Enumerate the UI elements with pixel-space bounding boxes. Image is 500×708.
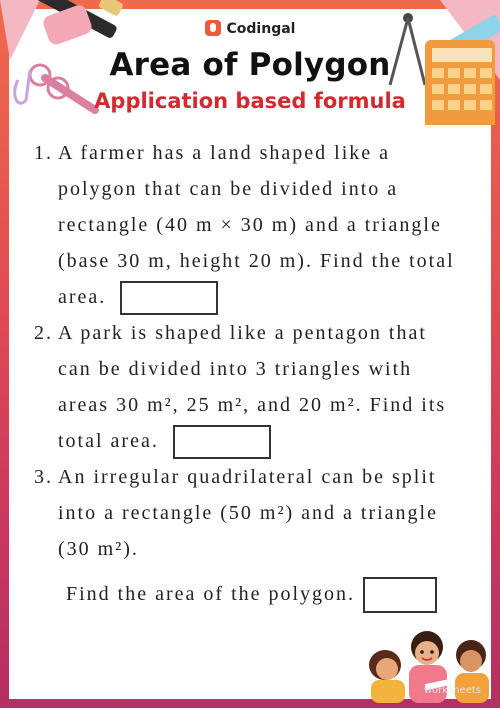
codingal-logo-icon xyxy=(205,20,221,36)
question-1 xyxy=(34,135,494,315)
question-number: 2. xyxy=(34,322,53,344)
page-subtitle: Application based formula xyxy=(94,89,406,113)
page-title: Area of Polygon xyxy=(109,47,391,83)
question-line: Find the area of the polygon. xyxy=(66,583,356,605)
question-line: can be divided into 3 triangles with xyxy=(58,358,413,380)
worksheet-page xyxy=(9,9,491,699)
question-line: into a rectangle (50 m²) and a triangle xyxy=(58,502,438,524)
question-line: polygon that can be divided into a xyxy=(58,178,399,200)
question-line: (base 30 m, height 20 m). Find the total xyxy=(58,250,455,272)
question-line: total area. xyxy=(58,430,159,452)
brand-header xyxy=(9,20,491,37)
question-2 xyxy=(34,315,494,459)
question-line: rectangle (40 m × 30 m) and a triangle xyxy=(58,214,442,236)
question-line: area. xyxy=(58,286,107,308)
answer-box-3[interactable] xyxy=(363,577,437,613)
answer-box-1[interactable] xyxy=(120,281,218,315)
question-3 xyxy=(34,459,494,567)
watermark: worksheets xyxy=(423,685,481,696)
question-line: areas 30 m², 25 m², and 20 m². Find its xyxy=(58,394,447,416)
brand-name: Codingal xyxy=(226,21,296,37)
question-line: A farmer has a land shaped like a xyxy=(58,142,391,164)
question-number: 1. xyxy=(34,142,53,164)
question-number: 3. xyxy=(34,466,53,488)
question-line: An irregular quadrilateral can be split xyxy=(58,466,437,488)
answer-box-2[interactable] xyxy=(173,425,271,459)
question-line: (30 m²). xyxy=(58,538,139,560)
question-3-final-line xyxy=(66,576,437,613)
question-line: A park is shaped like a pentagon that xyxy=(58,322,427,344)
